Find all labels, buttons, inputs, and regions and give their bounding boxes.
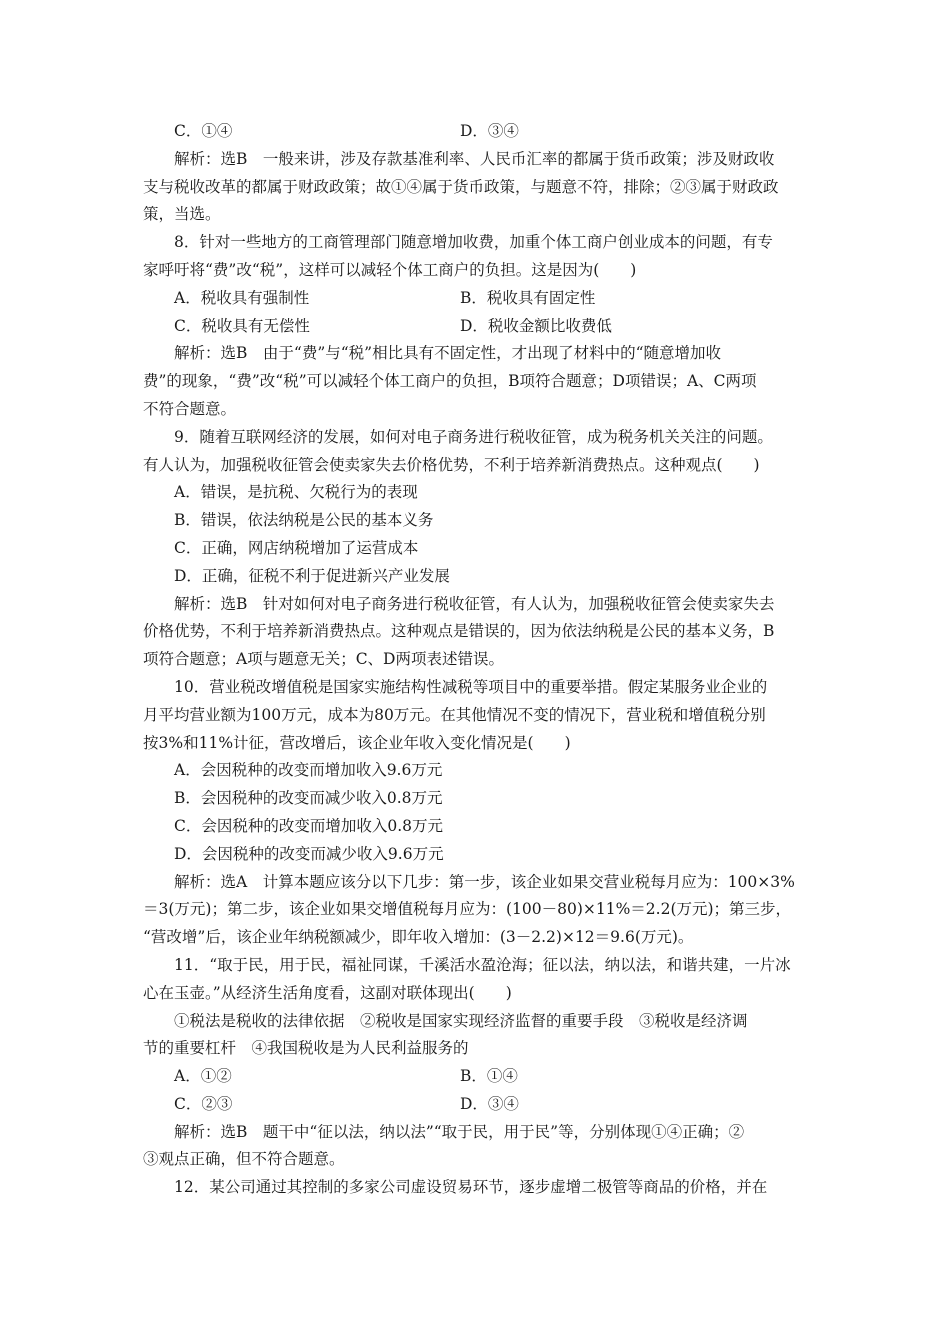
text-line: D．会因税种的改变而减少收入9.6万元 [174,844,444,863]
option-left: C．②③ [174,1094,233,1113]
option-left: A．税收具有强制性 [174,288,310,307]
option-right: D．③④ [460,122,519,140]
option-right: D．③④ [460,1094,519,1113]
text-line: 不符合题意。 [143,399,237,418]
text-line: ①税法是税收的法律依据 ②税收是国家实现经济监督的重要手段 ③税收是经济调 [174,1011,748,1030]
text-line: 家呼吁将“费”改“税”，这样可以减轻个体工商户的负担。这是因为( ) [143,260,637,279]
option-row [143,1063,808,1091]
option-left: C．税收具有无偿性 [174,316,310,335]
text-line: 解析：选B 题干中“征以法，纳以法”“取于民，用于民”等，分别体现①④正确；② [174,1122,745,1141]
option-row [143,313,808,341]
option-left: C．①④ [174,122,233,140]
text-line: 支与税收改革的都属于财政政策；故①④属于货币政策，与题意不符，排除；②③属于财政政 [143,177,779,196]
text-line: D．正确，征税不利于促进新兴产业发展 [174,566,450,585]
text-line: 11．“取于民，用于民，福祉同谋，千溪活水盈沧海；征以法，纳以法，和谐共建，一片冰 [174,955,791,974]
text-line: 9．随着互联网经济的发展，如何对电子商务进行税收征管，成为税务机关关注的问题。 [174,427,773,446]
text-line: C．会因税种的改变而增加收入0.8万元 [174,816,444,835]
text-line: 解析：选B 由于“费”与“税”相比具有不固定性，才出现了材料中的“随意增加收 [174,344,722,363]
text-line: 按3%和11%计征，营改增后，该企业年收入变化情况是( ) [143,733,571,752]
text-line: B．错误，依法纳税是公民的基本义务 [174,511,434,530]
text-line: C．正确，网店纳税增加了运营成本 [174,538,419,557]
text-line: 解析：选B 针对如何对电子商务进行税收征管，有人认为，加强税收征管会使卖家失去 [174,594,775,613]
text-line: 解析：选A 计算本题应该分以下几步：第一步，该企业如果交营业税每月应为：100×3% [174,872,795,891]
option-row [143,285,808,313]
option-row [143,1091,808,1119]
text-line: 价格优势，不利于培养新消费热点。这种观点是错误的，因为依法纳税是公民的基本义务，B [143,622,775,641]
text-line: A．会因税种的改变而增加收入9.6万元 [174,761,443,780]
text-line: 月平均营业额为100万元，成本为80万元。在其他情况不变的情况下，营业税和增值税分别 [143,705,766,724]
text-line: 解析：选B 一般来讲，涉及存款基准利率、人民币汇率的都属于货币政策；涉及财政收 [174,149,775,168]
text-line: 8．针对一些地方的工商管理部门随意增加收费，加重个体工商户创业成本的问题，有专 [174,233,773,252]
text-line: 12．某公司通过其控制的多家公司虚设贸易环节，逐步虚增二极管等商品的价格，并在 [174,1178,768,1197]
option-left: A．①② [174,1067,232,1086]
text-line: ③观点正确，但不符合题意。 [143,1150,345,1169]
text-line: “营改增”后，该企业年纳税额减少，即年收入增加：(3－2.2)×12＝9.6(万元)。 [143,928,694,947]
option-right: B．①④ [460,1067,518,1086]
option-right: B．税收具有固定性 [460,288,596,307]
option-row [143,118,808,146]
text-line: 项符合题意；A项与题意无关；C、D两项表述错误。 [143,650,504,669]
text-line: B．会因税种的改变而减少收入0.8万元 [174,789,443,808]
text-line: 费”的现象，“费”改“税”可以减轻个体工商户的负担，B项符合题意；D项错误；A、C两项 [143,372,757,391]
text-line: 有人认为，加强税收征管会使卖家失去价格优势，不利于培养新消费热点。这种观点( ) [143,455,760,474]
text-line: 心在玉壶。”从经济生活角度看，这副对联体现出( ) [143,983,512,1002]
document-body [143,118,808,1202]
text-line: 策，当选。 [143,205,221,224]
text-line: ＝3(万元)；第二步，该企业如果交增值税每月应为：(100－80)×11%＝2.2(万元)；第三步， [143,900,792,919]
text-line: 节的重要杠杆 ④我国税收是为人民利益服务的 [143,1039,469,1058]
text-line: 10．营业税改增值税是国家实施结构性减税等项目中的重要举措。假定某服务业企业的 [174,677,768,696]
text-line: A．错误，是抗税、欠税行为的表现 [174,483,418,502]
option-right: D．税收金额比收费低 [460,316,612,335]
